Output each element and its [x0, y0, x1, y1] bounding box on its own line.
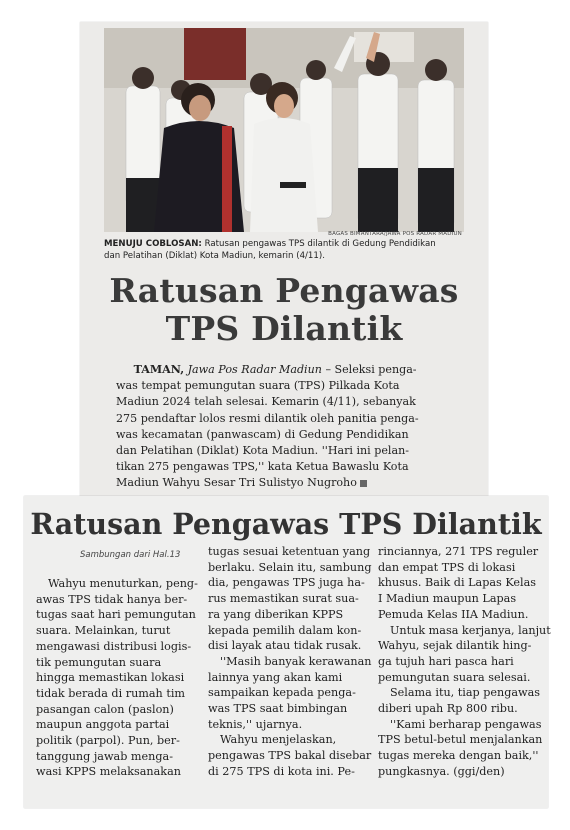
dateline-place: TAMAN,: [133, 363, 185, 376]
column-line: rinciannya, 271 TPS reguler: [378, 545, 539, 558]
headline: [80, 272, 488, 348]
column-line: was TPS saat bimbingan: [208, 702, 348, 716]
column-line: mengawasi distribusi logis-: [36, 639, 192, 653]
column-line: ''Kami berharap pengawas: [390, 717, 542, 731]
column-line: Wahyu menuturkan, peng-: [48, 577, 198, 590]
photo-caption: [104, 238, 466, 262]
lead-text: – Seleksi penga-: [325, 363, 417, 376]
column-line: suara. Melainkan, turut: [36, 624, 171, 638]
column-line: ra yang diberikan KPPS: [208, 607, 344, 621]
column-line: TPS betul-betul menjalankan: [378, 733, 543, 747]
column-line: ga tujuh hari pasca hari: [378, 654, 514, 668]
top-clipping: [80, 22, 488, 498]
column-line: tugas saat hari pemungutan: [36, 608, 196, 622]
column-1: [36, 576, 204, 780]
column-3: [378, 544, 551, 780]
column-line: tidak berada di rumah tim: [36, 686, 185, 700]
lead-line-last: [116, 475, 450, 491]
column-line: disi layak atau tidak rusak.: [208, 639, 362, 653]
column-line: pengawas TPS bakal disebar: [208, 749, 372, 763]
column-line: awas TPS tidak hanya ber-: [36, 592, 188, 606]
lead-text: was kecamatan (panwascam) di Gedung Pendidikan: [116, 427, 409, 441]
lead-text: Madiun Wahyu Sesar Tri Sulistyo Nugroho: [116, 476, 357, 490]
column-line: tanggung jawab menga-: [36, 749, 173, 763]
photo-credit: BAGAS BIMANTARA/JAWA POS RADAR MADIUN: [328, 231, 462, 237]
news-photo: [104, 28, 464, 232]
lead-text: 275 pendaftar lolos resmi dilantik oleh panitia penga-: [116, 411, 419, 425]
column-line: tugas sesuai ketentuan yang: [208, 545, 371, 558]
column-line: Pemuda Kelas IIA Madiun.: [378, 607, 529, 621]
dateline-source: Jawa Pos Radar Madiun: [187, 363, 322, 376]
column-line: pemungutan suara selesai.: [378, 670, 531, 684]
column-line: Untuk masa kerjanya, lanjut: [390, 623, 551, 637]
column-line: teknis,'' ujarnya.: [208, 717, 303, 731]
column-line: tugas mereka dengan baik,'': [378, 749, 539, 763]
column-line: khusus. Baik di Lapas Kelas: [378, 576, 536, 590]
column-line: rus memastikan surat sua-: [208, 592, 359, 606]
column-line: maupun anggota partai: [36, 718, 170, 732]
column-line: ''Masih banyak kerawanan: [220, 654, 372, 668]
column-line: sampaikan kepada penga-: [208, 686, 356, 700]
column-line: berlaku. Selain itu, sambung: [208, 560, 372, 574]
bottom-clipping: [24, 496, 551, 808]
swearing-in-photo: [104, 28, 464, 232]
column-line: pungkasnya. (ggi/den): [378, 764, 505, 778]
column-line: Wahyu, sejak dilantik hing-: [378, 639, 532, 653]
column-line: politik (parpol). Pun, ber-: [36, 734, 180, 748]
end-mark-icon: [360, 480, 367, 487]
column-line: Selama itu, tiap pengawas: [390, 686, 541, 700]
headline-line: TPS Dilantik: [165, 309, 403, 348]
continuation-headline: Ratusan Pengawas TPS Dilantik: [30, 507, 542, 541]
lead-text: was tempat pemungutan suara (TPS) Pilkada Kota: [116, 379, 400, 393]
headline-line: Ratusan Pengawas: [109, 271, 459, 310]
column-line: diberi upah Rp 800 ribu.: [378, 702, 518, 716]
column-line: lainnya yang akan kami: [208, 670, 343, 684]
lead-paragraph: [116, 362, 450, 492]
jump-label: Sambungan dari Hal.13: [80, 550, 181, 560]
lead-text: tikan 275 pengawas TPS,'' kata Ketua Bawaslu Kota: [116, 460, 409, 474]
column-line: wasi KPPS melaksanakan: [36, 765, 181, 779]
column-2: [208, 544, 370, 780]
caption-lead: MENUJU COBLOSAN:: [104, 239, 202, 249]
caption-line: dan Pelatihan (Diklat) Kota Madiun, kemarin (4/11).: [104, 251, 325, 261]
column-line: I Madiun maupun Lapas: [378, 592, 517, 606]
column-line: pasangan calon (paslon): [36, 702, 174, 716]
column-line: Wahyu menjelaskan,: [220, 733, 337, 747]
column-line: kepada pemilih dalam kon-: [208, 623, 362, 637]
column-line: dia, pengawas TPS juga ha-: [208, 576, 365, 590]
column-line: tik pemungutan suara: [36, 655, 162, 669]
caption-line: Ratusan pengawas TPS dilantik di Gedung Pendidikan: [204, 239, 436, 249]
column-line: hingga memastikan lokasi: [36, 671, 185, 685]
lead-text: Madiun 2024 telah selesai. Kemarin (4/11), sebanyak: [116, 395, 416, 409]
column-line: di 275 TPS di kota ini. Pe-: [208, 764, 355, 778]
column-line: dan empat TPS di lokasi: [378, 560, 516, 574]
lead-text: dan Pelatihan (Diklat) Kota Madiun. ''Hari ini pelan-: [116, 444, 409, 458]
lead-line-1: [116, 362, 450, 378]
